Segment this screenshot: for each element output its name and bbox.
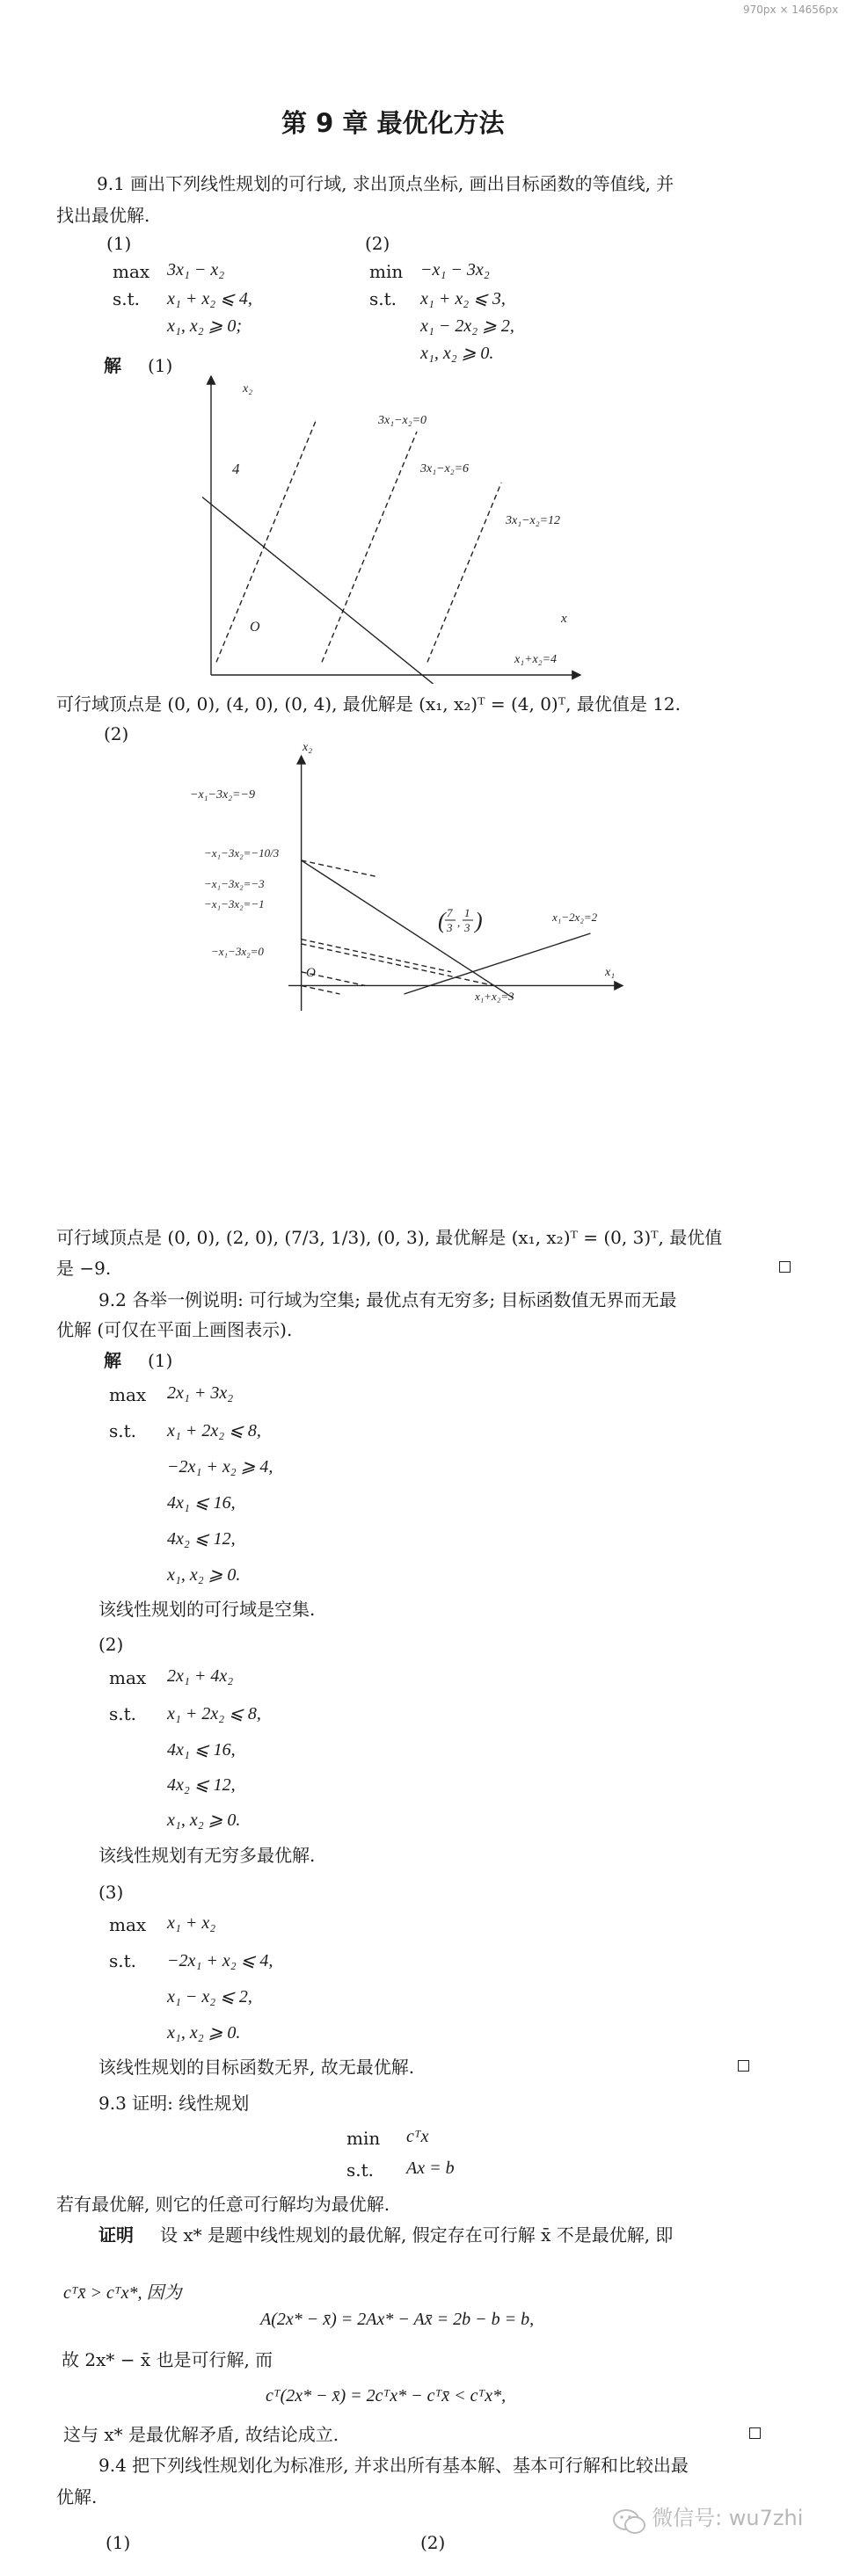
case-2-label: (2) [98,1634,124,1655]
case-1-objective: 2x₁ + 3x₂ [167,1383,234,1403]
lp2-objective: −x₁ − 3x₂ [420,260,490,279]
case-1-constraint-5: x₁, x₂ ⩾ 0. [167,1565,241,1585]
fig1-x-axis-label: x [561,612,567,626]
series-line-3 [427,483,501,662]
case-2-objective-keyword: max [109,1667,147,1688]
fig2-label-x1+x2=3: x₁+x₂=3 [475,990,514,1003]
series-line-3 [302,940,451,972]
fig1-label-3x1-x2=0: 3x₁−x₂=0 [378,414,427,427]
wechat-watermark [612,2500,803,2536]
svg-text:1: 1 [464,906,470,919]
problem-9-4-intro: 9.4 把下列线性规划化为标准形, 并求出所有基本解、基本可行解和比较出最 [98,2455,689,2476]
case-2-constraint-3: 4x₂ ⩽ 12, [167,1775,236,1795]
case-2-objective: 2x₁ + 4x₂ [167,1666,234,1686]
fig2-label-obj-0: −x₁−3x₂=0 [211,945,264,958]
case-3-constraint-2: x₁ − x₂ ⩽ 2, [167,1987,252,2006]
problem-9-2-intro-cont: 优解 (可仅在平面上画图表示). [56,1319,293,1340]
lp1-objective: 3x₁ − x₂ [167,260,225,279]
result-9-1-part-2-cont: 是 −9. [56,1258,112,1279]
lp1-label: (1) [106,233,132,254]
fig2-label-x1-2x2=2: x₁−2x₂=2 [552,911,598,924]
p94-label-2: (2) [420,2532,446,2553]
svg-text:3: 3 [464,921,470,934]
fig2-label-obj-10-3: −x₁−3x₂=−10/3 [204,846,280,860]
proof-equation-2: cᵀ(2x* − x̄) = 2cᵀx* − cᵀx̄ < cᵀx*, [266,2386,507,2405]
fig2-x-axis-label: x₁ [605,966,616,979]
svg-text:7: 7 [447,906,453,919]
solution-label-9-2: 解 [104,1350,121,1371]
fig2-label-obj-3: −x₁−3x₂=−3 [204,877,265,890]
case-1-constraint-4: 4x₂ ⩽ 12, [167,1529,236,1549]
fig1-y-tick-4: 4 [232,461,240,477]
qed-box [738,2060,749,2072]
lp2-constraint-2: x₁ − 2x₂ ⩾ 2, [420,316,514,336]
series-line-1 [216,419,317,663]
case-2-st-keyword: s.t. [109,1703,137,1724]
case-3-objective: x₁ + x₂ [167,1913,216,1933]
lp2-objective-keyword: min [369,261,404,282]
case-2-constraint-1: x₁ + 2x₂ ⩽ 8, [167,1704,261,1723]
figure-9-1-1 [202,367,598,684]
case-3-constraint-3: x₁, x₂ ⩾ 0. [167,2023,241,2043]
case-1-st-keyword: s.t. [109,1420,137,1441]
problem-9-2-intro: 9.2 各举一例说明: 可行域为空集; 最优点有无穷多; 目标函数值无界而无最 [98,1289,677,1310]
case-1-constraint-2: −2x₁ + x₂ ⩾ 4, [167,1457,273,1477]
lp2-label: (2) [365,233,390,254]
watermark-label: 微信号: wu7zhi [652,2506,804,2530]
svg-text:3: 3 [447,921,453,934]
problem-9-3-intro: 9.3 证明: 线性规划 [98,2093,250,2114]
lp1-st-keyword: s.t. [113,288,141,309]
proof-line-1: 设 x* 是题中线性规划的最优解, 假定存在可行解 x̄ 不是最优解, 即 [160,2224,674,2246]
case-1-constraint-3: 4x₁ ⩽ 16, [167,1493,236,1513]
solution-part-1: (1) [148,355,173,376]
result-9-1-part-1: 可行域顶点是 (0, 0), (4, 0), (0, 4), 最优解是 (x₁, x₂)ᵀ = (4, 0)ᵀ, 最优值是 12. [56,693,681,715]
svg-text:,: , [457,916,461,929]
fig1-origin-label: O [250,620,260,635]
fig1-y-axis-label: x₂ [243,382,253,395]
fig2-vertex-label [438,906,483,934]
case-3-label: (3) [98,1882,124,1903]
case-1-conclusion: 该线性规划的可行域是空集. [98,1599,316,1620]
figure-9-1-2 [185,738,660,1020]
fig2-label-obj-1: −x₁−3x₂=−1 [204,897,265,911]
lp2-st-keyword: s.t. [369,288,397,309]
series-line-2 [322,432,417,662]
solution-label: 解 [104,355,121,376]
case-3-constraint-1: −2x₁ + x₂ ⩽ 4, [167,1951,273,1970]
svg-text:): ) [475,908,483,933]
p93-objective: cᵀx [406,2127,429,2146]
case-2-constraint-4: x₁, x₂ ⩾ 0. [167,1810,241,1830]
series-line-0 [202,479,454,684]
proof-equation-1: A(2x* − x̄) = 2Ax* − Ax̄ = 2b − b = b, [260,2310,535,2329]
case-3-st-keyword: s.t. [109,1950,137,1971]
proof-feasible-line: 故 2x* − x̄ 也是可行解, 而 [62,2349,273,2370]
svg-text:(: ( [438,908,446,933]
series-line-1 [405,933,591,994]
page-dimensions-label: 970px × 14656px [743,4,839,16]
wechat-icon [612,2507,647,2536]
fig2-y-axis-label: x₂ [303,741,313,754]
series-line-2 [302,860,379,877]
lp1-constraint-2: x₁, x₂ ⩾ 0; [167,316,243,336]
case-2-constraint-2: 4x₁ ⩽ 16, [167,1740,236,1760]
proof-conclusion: 这与 x* 是最优解矛盾, 故结论成立. [63,2424,339,2445]
case-1-objective-keyword: max [109,1384,147,1405]
qed-box [749,2427,761,2439]
lp2-constraint-3: x₁, x₂ ⩾ 0. [420,344,494,363]
problem-9-1-intro: 9.1 画出下列线性规划的可行域, 求出顶点坐标, 画出目标函数的等值线, 并 [97,173,674,194]
series-line-4 [302,944,494,986]
fig1-label-3x1-x2=12: 3x₁−x₂=12 [506,514,561,527]
lp1-objective-keyword: max [113,261,150,282]
lp2-constraint-1: x₁ + x₂ ⩽ 3, [420,289,506,308]
fig1-label-x1+x2=4: x₁+x₂=4 [514,653,558,666]
problem-9-4-intro-cont: 优解. [56,2486,98,2507]
p93-constraint: Ax = b [406,2159,455,2178]
fig1-label-3x1-x2=6: 3x₁−x₂=6 [420,462,470,475]
solution-part-2: (2) [104,723,129,744]
qed-box [779,1261,791,1273]
proof-label: 证明 [98,2224,134,2246]
p93-objective-keyword: min [346,2128,381,2149]
case-1-label: (1) [148,1350,173,1371]
problem-9-1-intro-cont: 找出最优解. [56,205,150,226]
lp1-constraint-1: x₁ + x₂ ⩽ 4, [167,289,252,308]
result-9-1-part-2: 可行域顶点是 (0, 0), (2, 0), (7/3, 1/3), (0, 3), 最优解是 (x₁, x₂)ᵀ = (0, 3)ᵀ, 最优值 [56,1227,723,1248]
case-2-conclusion: 该线性规划有无穷多最优解. [98,1845,316,1866]
case-3-objective-keyword: max [109,1914,147,1935]
p93-st-keyword: s.t. [346,2159,375,2181]
case-3-conclusion: 该线性规划的目标函数无界, 故无最优解. [98,2057,415,2078]
case-1-constraint-1: x₁ + 2x₂ ⩽ 8, [167,1421,261,1440]
series-line-6 [302,986,340,995]
p94-label-1: (1) [106,2532,131,2553]
chapter-title: 第 9 章 最优化方法 [281,108,505,138]
p93-claim: 若有最优解, 则它的任意可行解均为最优解. [56,2194,390,2215]
fig2-origin-label: O [306,966,316,980]
proof-inequality: cᵀx̄ > cᵀx*, 因为 [63,2283,182,2303]
fig2-label-obj-9: −x₁−3x₂=−9 [190,788,255,802]
